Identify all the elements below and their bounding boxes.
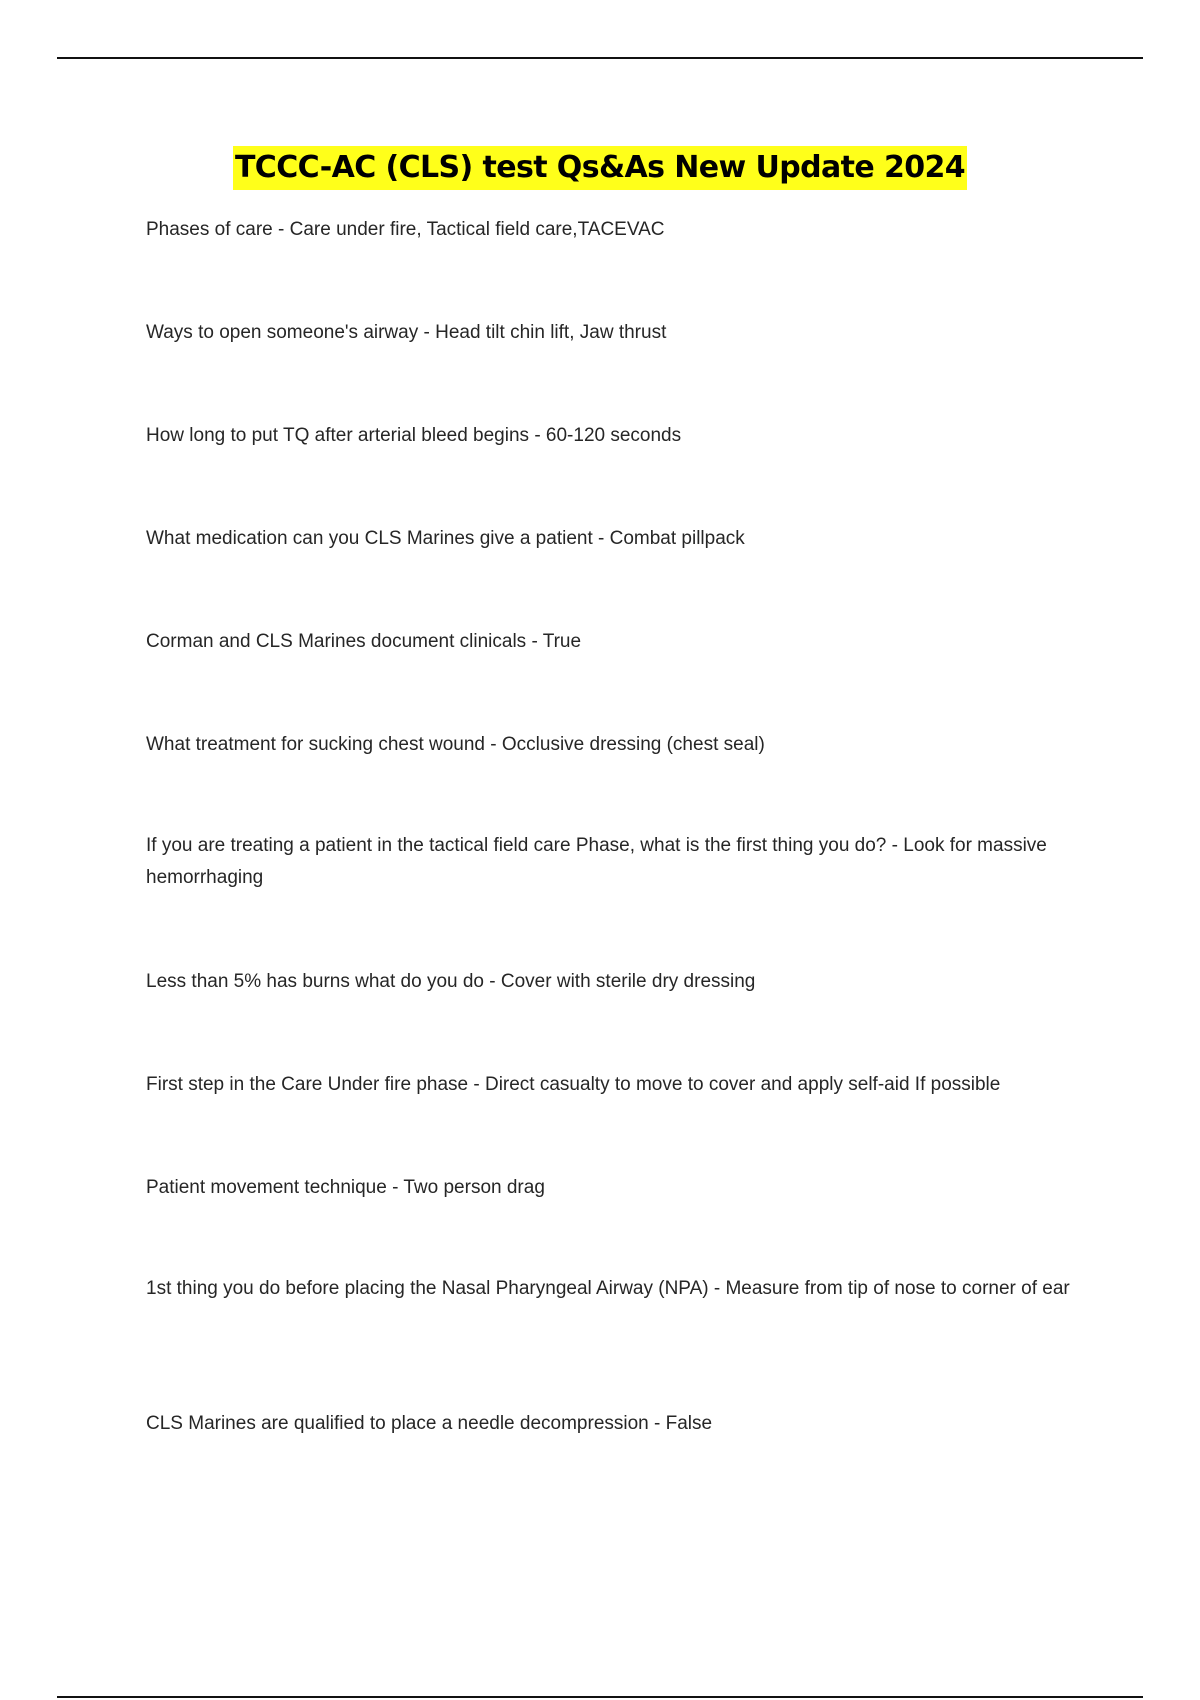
qa-item-3: How long to put TQ after arterial bleed begins - 60-120 seconds [146,425,682,446]
qa-item-2: Ways to open someone's airway - Head tilt chin lift, Jaw thrust [146,322,667,343]
qa-item-4: What medication can you CLS Marines give a patient - Combat pillpack [146,528,745,549]
qa-item-12: CLS Marines are qualified to place a needle decompression - False [146,1413,713,1434]
qa-item-8: Less than 5% has burns what do you do - Cover with sterile dry dressing [146,971,756,992]
qa-item-10: Patient movement technique - Two person drag [146,1177,545,1198]
bottom-rule [57,1696,1143,1698]
document-title: TCCC-AC (CLS) test Qs&As New Update 2024 [233,146,967,190]
qa-item-5: Corman and CLS Marines document clinicals - True [146,631,582,652]
top-rule [57,57,1143,59]
qa-item-11: 1st thing you do before placing the Nasal Pharyngeal Airway (NPA) - Measure from tip of nose to corner of ear [146,1278,1070,1299]
qa-item-9: First step in the Care Under fire phase - Direct casualty to move to cover and apply self-aid If possible [146,1074,1001,1095]
title-container [0,146,1200,190]
qa-item-7: If you are treating a patient in the tactical field care Phase, what is the first thing you do? - Look for massive hemorrhaging [146,835,1047,888]
qa-item-6: What treatment for sucking chest wound - Occlusive dressing (chest seal) [146,734,765,755]
qa-item-1: Phases of care - Care under fire, Tactical field care,TACEVAC [146,219,665,240]
